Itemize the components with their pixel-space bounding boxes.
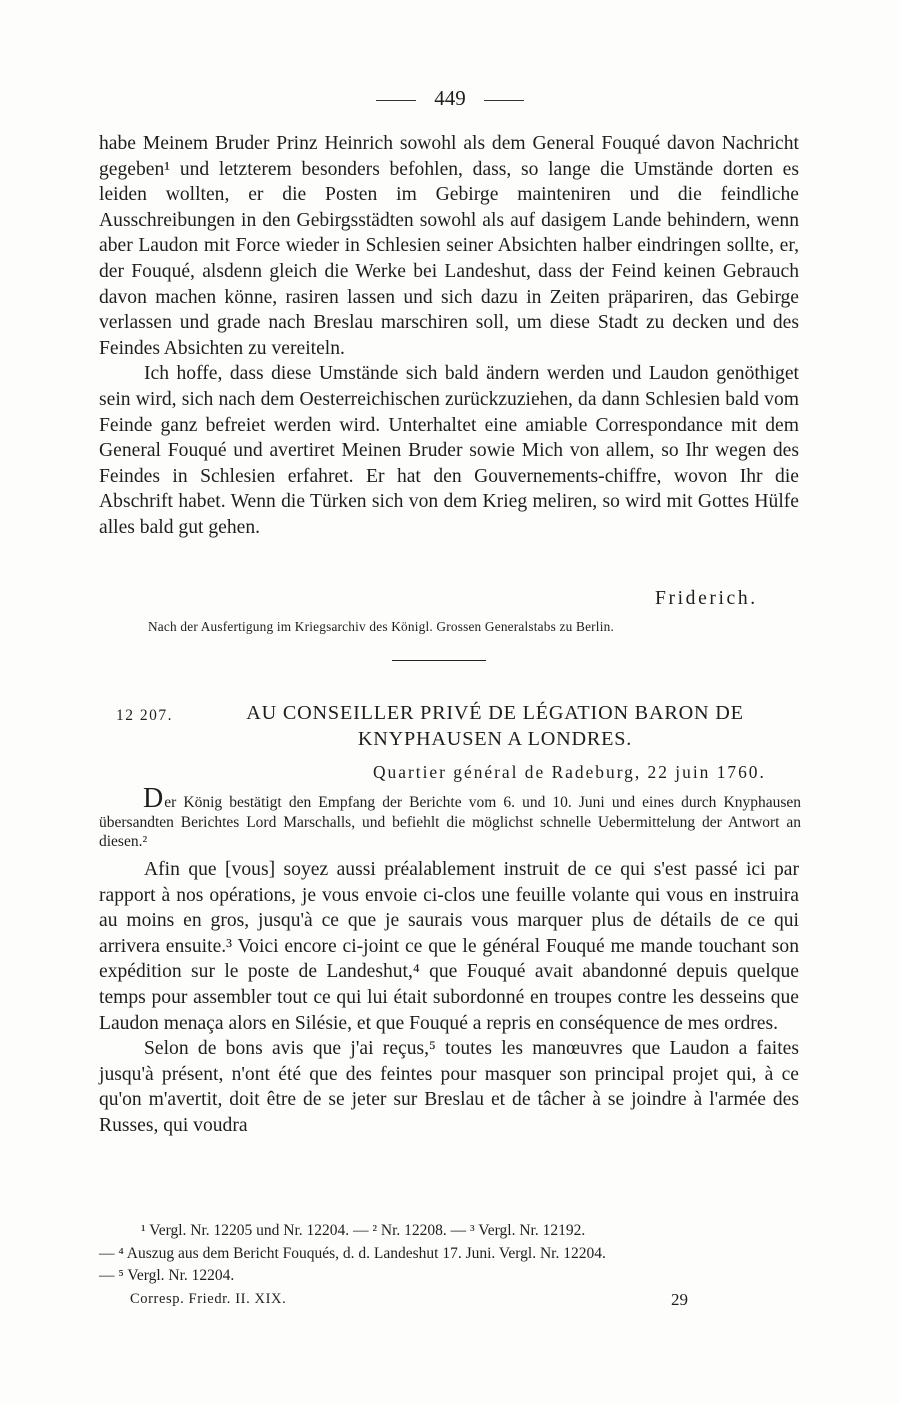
signature-mark: Corresp. Friedr. II. XIX. [130, 1291, 287, 1307]
letter-paragraph: habe Meinem Bruder Prinz Heinrich sowohl als dem General Fouqué davon Nachricht gegeben¹ und letzterem besonders befohlen, dass, so lange die Umstände dorten es leiden wollten, er die Posten im Gebirge mainteniren und die feindliche Ausschreibungen in den Gebirgsstädten sowohl als auf dasigem Lande behindern, wenn aber Laudon mit Force wieder in Schlesien seiner Absichten halber eindringen sollte, er, der Fouqué, alsdenn gleich die Werke bei Landeshut, dass der Feind keinen Gebrauch davon machen könne, rasiren lassen und sich dazu in Zeiten präpariren, das Gebirge verlassen und grade nach Breslau marschiren soll, um diese Stadt zu decken und des Feindes Absichten zu vereiteln. [99, 133, 799, 359]
dateline: Quartier général de Radeburg, 22 juin 1760. [373, 762, 766, 782]
document-summary [99, 783, 801, 852]
document-paragraph: Selon de bons avis que j'ai reçus,⁵ toutes les manœuvres que Laudon a faites jusqu'à présent, n'ont été que des feintes pour masquer son principal projet qui, à ce qu'on m'avertit, doit être de se jeter sur Breslau et de tâcher à se joindre à l'armée des Russes, qui voudra [99, 1038, 799, 1136]
letter-paragraph: Ich hoffe, dass diese Umstände sich bald ändern werden und Laudon genöthiget sein wird, sich nach dem Oesterreichischen zurückzuziehen, da dann Schlesien bald vom Feinde ganz befreiet werden wird. Unterhaltet eine amiable Correspondance mit dem General Fouqué und avertiret Meinen Bruder sowie Mich von allem, so Ihr wegen des Feindes in Schlesien erfahret. Er hat den Gouvernements-chiffre, wovon Ihr die Abschrift habet. Wenn die Türken sich von dem Krieg meliren, so wird mit Gottes Hülfe alles bald gut gehen. [99, 363, 799, 538]
source-note: Nach der Ausfertigung im Kriegsarchiv des Königl. Grossen Generalstabs zu Berlin. [148, 619, 614, 634]
document-number: 12 207. [116, 707, 173, 724]
footnote-line: — ⁴ Auszug aus dem Bericht Fouqués, d. d. Landeshut 17. Juni. Vergl. Nr. 12204. [99, 1244, 606, 1262]
document-body [99, 857, 799, 1139]
letter-continuation [99, 131, 799, 541]
footnote-line: — ⁵ Vergl. Nr. 12204. [99, 1267, 235, 1284]
page-header [0, 86, 900, 111]
document-title [200, 700, 790, 752]
summary-dropcap: D [143, 783, 164, 814]
document-title-line: AU CONSEILLER PRIVÉ DE LÉGATION BARON DE [246, 702, 744, 724]
footnote-line: ¹ Vergl. Nr. 12205 und Nr. 12204. — ² Nr. 12208. — ³ Vergl. Nr. 12192. [141, 1222, 586, 1239]
sheet-number: 29 [671, 1290, 688, 1309]
document-paragraph: Afin que [vous] soyez aussi préalablement instruit de ce qui s'est passé ici par rapport à nos opérations, je vous envoie ci-clos une feuille volante qui vous en instruira au moins en gros, jusqu'à ce que je saurais vous marquer plus de détails de ce qui arrivera ensuite.³ Voici encore ci-joint ce que le général Fouqué me mande touchant son expédition sur le poste de Landeshut,⁴ que Fouqué avait abandonné depuis quelque temps pour assembler tout ce qui lui était subordonné en troupes contre les desseins que Laudon menaça alors en Silésie, et que Fouqué a repris en conséquence de mes ordres. [99, 859, 799, 1034]
footnotes [99, 1220, 811, 1288]
letter-signature: Friderich. [655, 588, 758, 609]
header-dash-right [484, 100, 524, 101]
header-dash-left [376, 100, 416, 101]
section-divider [392, 660, 486, 661]
page-number: 449 [434, 86, 466, 110]
document-title-line: KNYPHAUSEN A LONDRES. [357, 728, 633, 750]
summary-text: er König bestätigt den Empfang der Berichte vom 6. und 10. Juni und eines durch Knyphausen übersandten Berichtes Lord Marschalls, und befiehlt die möglichst schnelle Uebermittelung der Antwort an diesen.² [99, 794, 801, 850]
